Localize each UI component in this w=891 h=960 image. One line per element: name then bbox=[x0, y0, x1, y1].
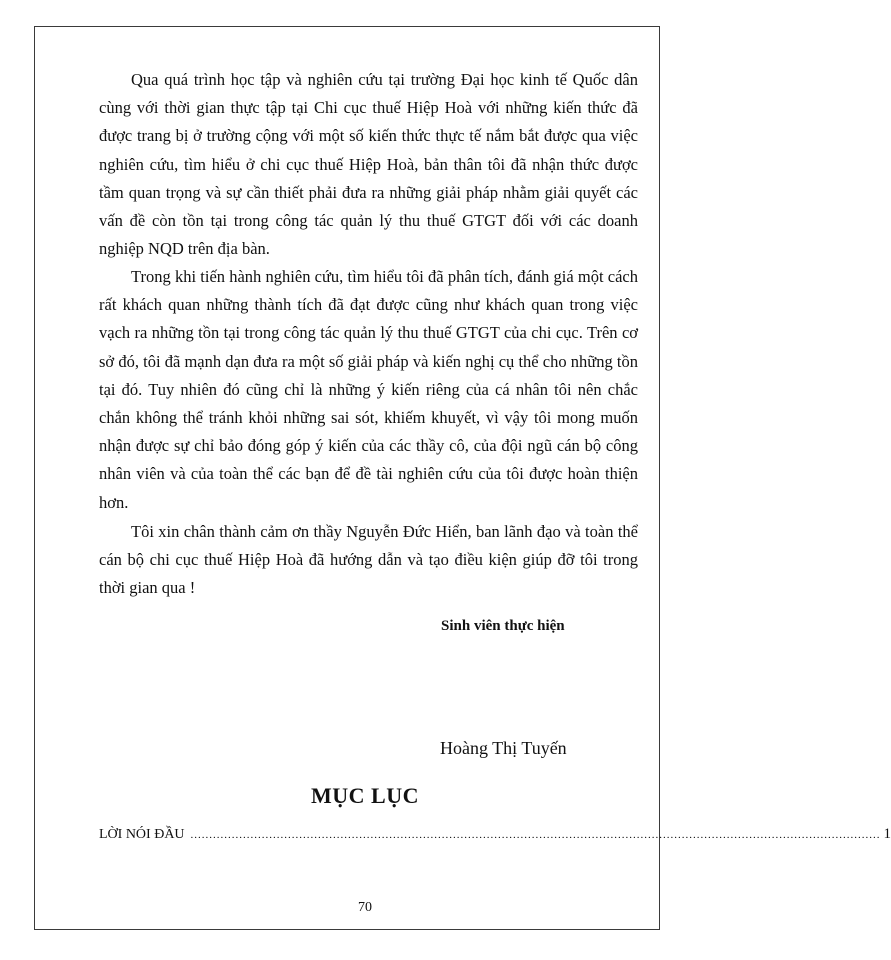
toc-title: MỤC LỤC bbox=[311, 783, 419, 808]
paragraph-acknowledgement: Tôi xin chân thành cảm ơn thầy Nguyễn Đức Hiển, ban lãnh đạo và toàn thể cán bộ chi cục thuế Hiệp Hoà đã hướng dẫn và tạo điều kiện giúp đỡ tôi trong thời gian qua ! bbox=[99, 522, 638, 598]
paragraph-research-analysis: Trong khi tiến hành nghiên cứu, tìm hiểu tôi đã phân tích, đánh giá một cách rất khách quan những thành tích đã đạt được cũng như khách quan trong việc vạch ra những tồn tại trong công tác quản lý thu thuế GTGT của chi cục. Trên cơ sở đó, tôi đã mạnh dạn đưa ra một số giải pháp và kiến nghị cụ thể cho những tồn tại đó. Tuy nhiên đó cũng chỉ là những ý kiến riêng của cá nhân tôi nên chắc chắn không thể tránh khỏi những sai sót, khiếm khuyết, vì vậy tôi mong muốn nhận được sự chỉ bảo đóng góp ý kiến của các thầy cô, của đội ngũ cán bộ công nhân viên và của toàn thể các bạn để đề tài nghiên cứu của tôi được hoàn thiện hơn. bbox=[99, 267, 638, 512]
toc-entry-page: 1 bbox=[883, 826, 891, 842]
paragraph-study-summary: Qua quá trình học tập và nghiên cứu tại trường Đại học kinh tế Quốc dân cùng với thời gian thực tập tại Chi cục thuế Hiệp Hoà với những kiến thức đã được trang bị ở trường cộng với một số kiến thức thực tế nắm bắt được qua việc nghiên cứu, tìm hiểu ở chi cục thuế Hiệp Hoà, bản thân tôi đã nhận thức được tầm quan trọng và sự cần thiết phải đưa ra những giải pháp nhằm giải quyết các vấn đề còn tồn tại trong công tác quản lý thu thuế GTGT đối với các doanh nghiệp NQD trên địa bàn. bbox=[99, 70, 638, 259]
page-number: 70 bbox=[358, 900, 372, 915]
signature-role: Sinh viên thực hiện bbox=[441, 618, 565, 634]
signature-name: Hoàng Thị Tuyến bbox=[440, 738, 567, 758]
toc-entry[interactable] bbox=[99, 826, 891, 843]
toc-dot-leader: ........................................................................................................................................................................................ bbox=[190, 829, 881, 841]
toc-entry-label: LỜI NÓI ĐẦU bbox=[99, 827, 185, 842]
